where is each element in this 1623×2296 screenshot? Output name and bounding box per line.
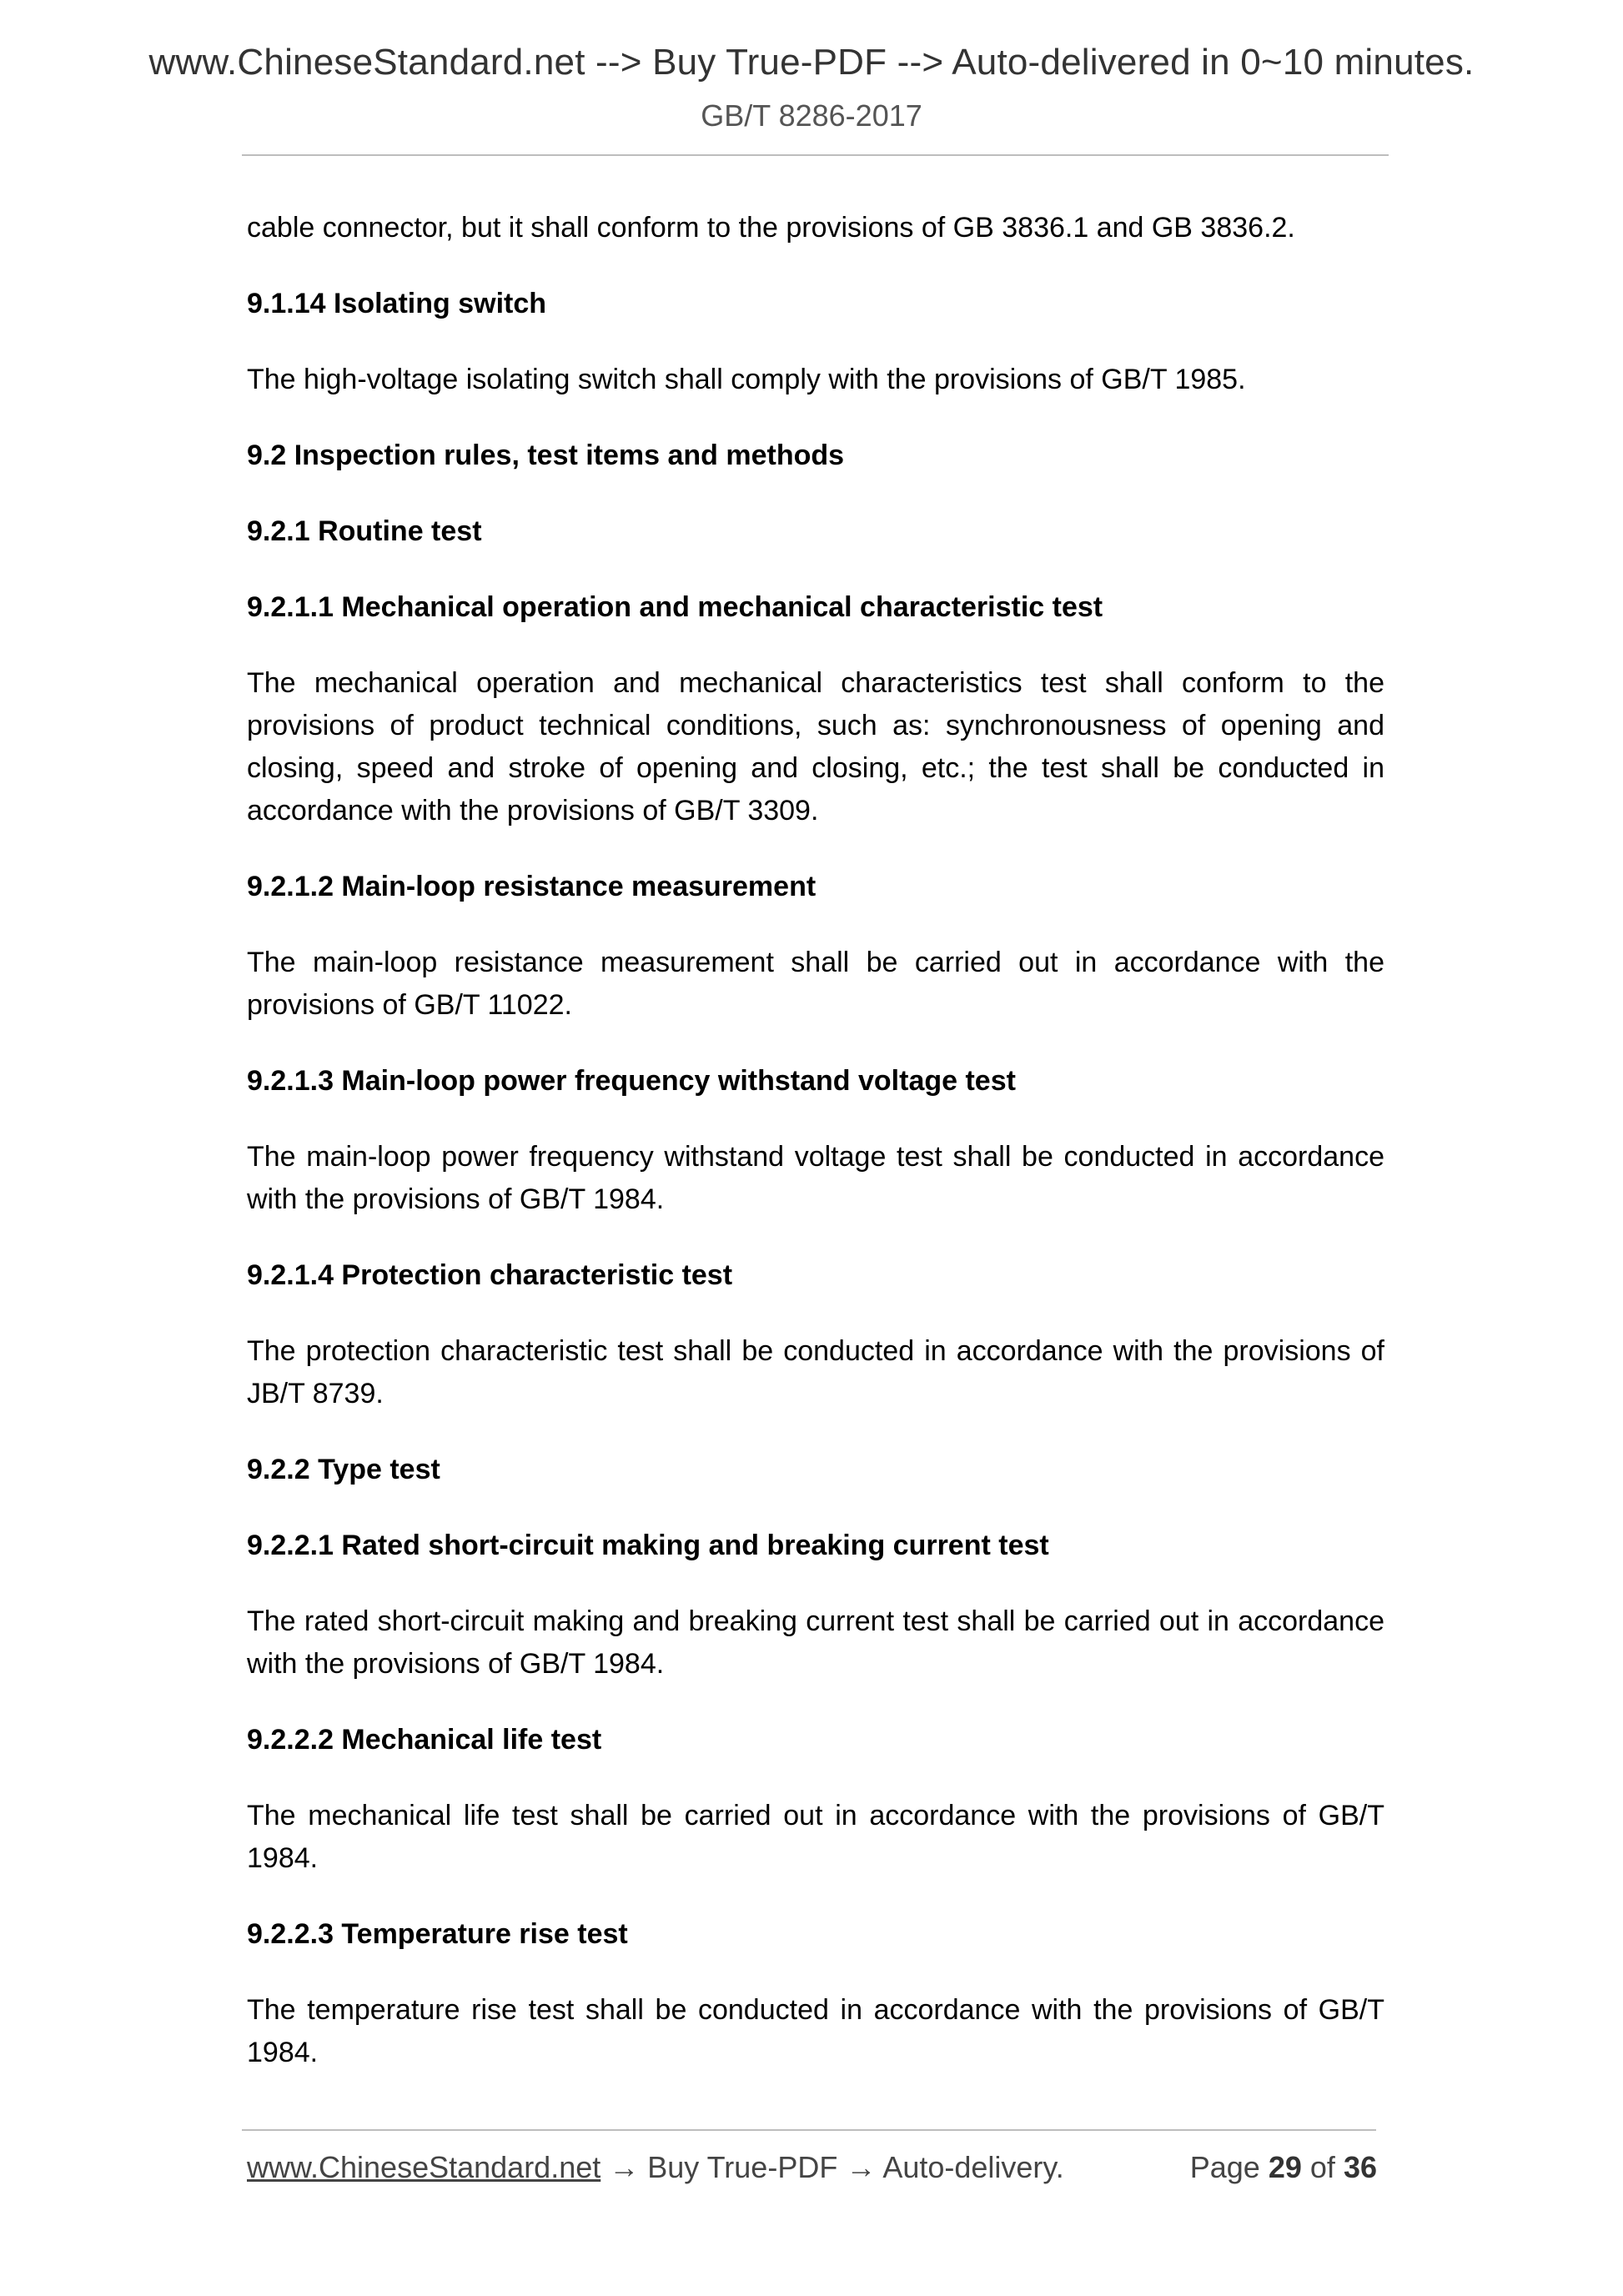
paragraph: The mechanical operation and mechanical characteristics test shall conform to the provisions of product technical conditions, such as: synchronousness of opening and closing, speed and stroke of opening and closing, etc.; the test shall be conducted in accordance with the provisions of GB/T 3309. — [247, 667, 1384, 826]
page-total: 36 — [1343, 2150, 1377, 2184]
section-heading: 9.2.2.1 Rated short-circuit making and breaking current test — [247, 1530, 1049, 1561]
footer-promo — [247, 2150, 1064, 2185]
header-divider — [242, 154, 1389, 156]
section-heading: 9.2.1.2 Main-loop resistance measurement — [247, 871, 817, 902]
paragraph: cable connector, but it shall conform to the provisions of GB 3836.1 and GB 3836.2. — [247, 212, 1295, 244]
page-body — [247, 207, 1384, 2108]
paragraph: The mechanical life test shall be carried out in accordance with the provisions of GB/T 1984. — [247, 1800, 1384, 1874]
paragraph: The main-loop power frequency withstand voltage test shall be conducted in accordance with the provisions of GB/T 1984. — [247, 1141, 1384, 1215]
section-heading: 9.2.2.2 Mechanical life test — [247, 1724, 602, 1756]
page-number: 29 — [1268, 2150, 1302, 2184]
footer-site-link[interactable]: www.ChineseStandard.net — [247, 2150, 601, 2184]
section-heading: 9.2.1.1 Mechanical operation and mechanical characteristic test — [247, 591, 1103, 623]
section-heading: 9.2.1 Routine test — [247, 515, 482, 547]
section-heading: 9.2.1.3 Main-loop power frequency withstand voltage test — [247, 1065, 1016, 1097]
page-footer — [247, 2150, 1377, 2192]
section-heading: 9.1.14 Isolating switch — [247, 288, 547, 319]
paragraph: The main-loop resistance measurement shall be carried out in accordance with the provisions of GB/T 11022. — [247, 947, 1384, 1021]
footer-promo-text: → Buy True-PDF → Auto-delivery. — [600, 2150, 1064, 2184]
section-heading: 9.2.1.4 Protection characteristic test — [247, 1259, 733, 1291]
section-heading: 9.2 Inspection rules, test items and methods — [247, 440, 845, 471]
paragraph: The rated short-circuit making and breaking current test shall be carried out in accordance with the provisions of GB/T 1984. — [247, 1605, 1384, 1680]
paragraph: The protection characteristic test shall be conducted in accordance with the provisions of JB/T 8739. — [247, 1335, 1384, 1409]
section-heading: 9.2.2 Type test — [247, 1454, 440, 1485]
page-label: Page — [1189, 2150, 1260, 2184]
paragraph: The temperature rise test shall be conducted in accordance with the provisions of GB/T 1984. — [247, 1994, 1384, 2068]
document-code: GB/T 8286-2017 — [701, 98, 922, 133]
of-label: of — [1309, 2150, 1335, 2184]
header-banner: www.ChineseStandard.net --> Buy True-PDF --> Auto-delivered in 0~10 minutes. — [148, 42, 1475, 83]
footer-divider — [242, 2129, 1376, 2131]
page-indicator — [1190, 2150, 1377, 2185]
section-heading: 9.2.2.3 Temperature rise test — [247, 1918, 628, 1950]
paragraph: The high-voltage isolating switch shall comply with the provisions of GB/T 1985. — [247, 364, 1246, 395]
